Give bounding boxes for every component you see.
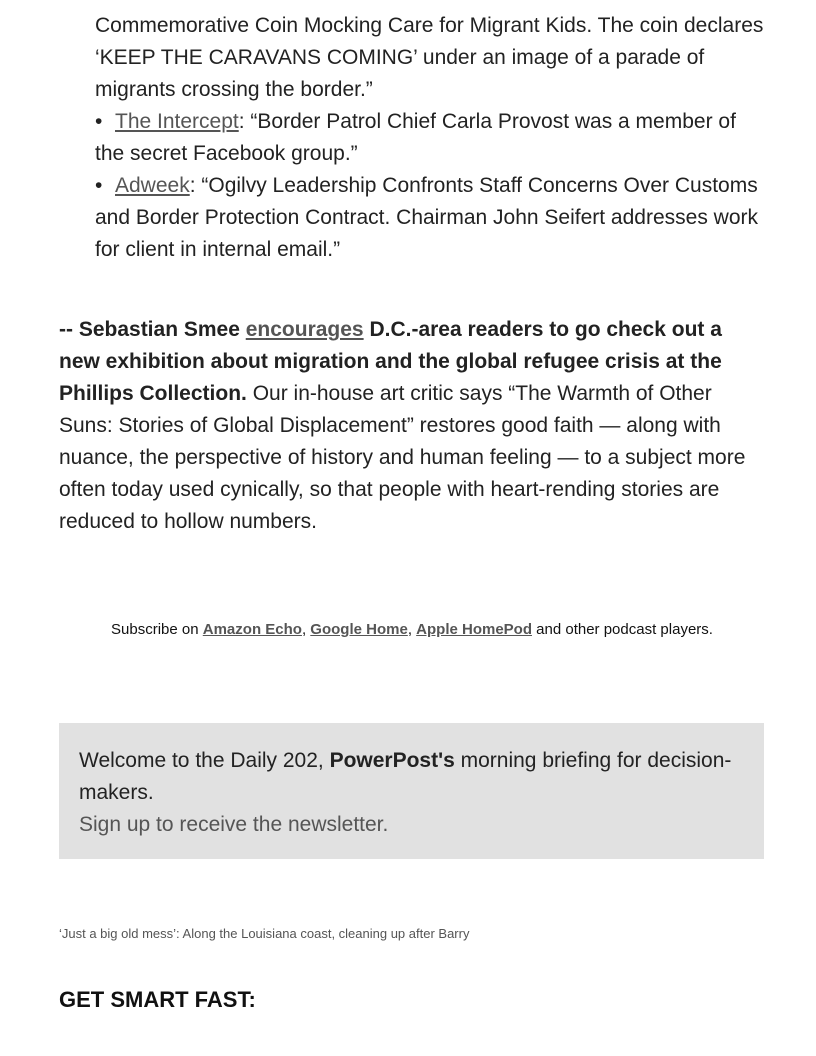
bullet-adweek: [95, 170, 765, 266]
feature-bold-prefix: -- Sebastian Smee: [59, 318, 246, 341]
welcome-text: [79, 745, 744, 809]
video-caption[interactable]: ‘Just a big old mess’: Along the Louisiana coast, cleaning up after Barry: [59, 926, 470, 941]
bullet-dot: •: [95, 174, 103, 197]
subscribe-line: [59, 614, 765, 646]
powerpost-brand: PowerPost's: [329, 749, 455, 772]
newsletter-promo-box: [59, 723, 764, 859]
subscribe-suffix: and other podcast players.: [532, 621, 713, 638]
separator: ,: [301, 621, 311, 638]
adweek-link[interactable]: Adweek: [115, 174, 190, 197]
section-heading: GET SMART FAST:: [59, 987, 256, 1012]
separator: ,: [407, 621, 417, 638]
subscribe-prefix: Subscribe on: [111, 621, 203, 638]
bullet-dot: •: [95, 110, 103, 133]
apple-homepod-link[interactable]: Apple HomePod: [416, 621, 532, 638]
feature-paragraph: [59, 314, 765, 538]
google-home-link[interactable]: Google Home: [310, 621, 408, 638]
newsletter-signup-link[interactable]: Sign up to receive the newsletter.: [79, 813, 389, 836]
intercept-quote: : “Border Patrol Chief Carla Provost was a member of the secret Facebook group.”: [95, 110, 736, 165]
continuation-text: Commemorative Coin Mocking Care for Migrant Kids. The coin declares ‘KEEP THE CARAVANS COMING’ under an image of a parade of migrants crossing the border.”: [95, 14, 764, 101]
feature-body: Our in-house art critic says “The Warmth of Other Suns: Stories of Global Displacement” restores good faith — along with nuance, the perspective of history and human feeling — to a subject more often today used cynically, so that people with heart-rending stories are reduced to hollow numbers.: [59, 382, 746, 533]
encourages-link[interactable]: encourages: [245, 318, 364, 341]
adweek-quote: : “Ogilvy Leadership Confronts Staff Concerns Over Customs and Border Protection Contract. Chairman John Seifert addresses work for client in internal email.”: [95, 174, 758, 261]
intercept-link[interactable]: The Intercept: [115, 110, 239, 133]
feature-bold-suffix: D.C.-area readers to go check out a new exhibition about migration and the global refugee crisis at the Phillips Collection.: [59, 318, 722, 405]
amazon-echo-link[interactable]: Amazon Echo: [202, 621, 302, 638]
bullet-intercept: [95, 106, 765, 170]
indented-quote-block: [95, 10, 765, 266]
welcome-prefix: Welcome to the Daily 202,: [79, 749, 330, 772]
welcome-suffix: morning briefing for decision-makers.: [79, 749, 732, 804]
